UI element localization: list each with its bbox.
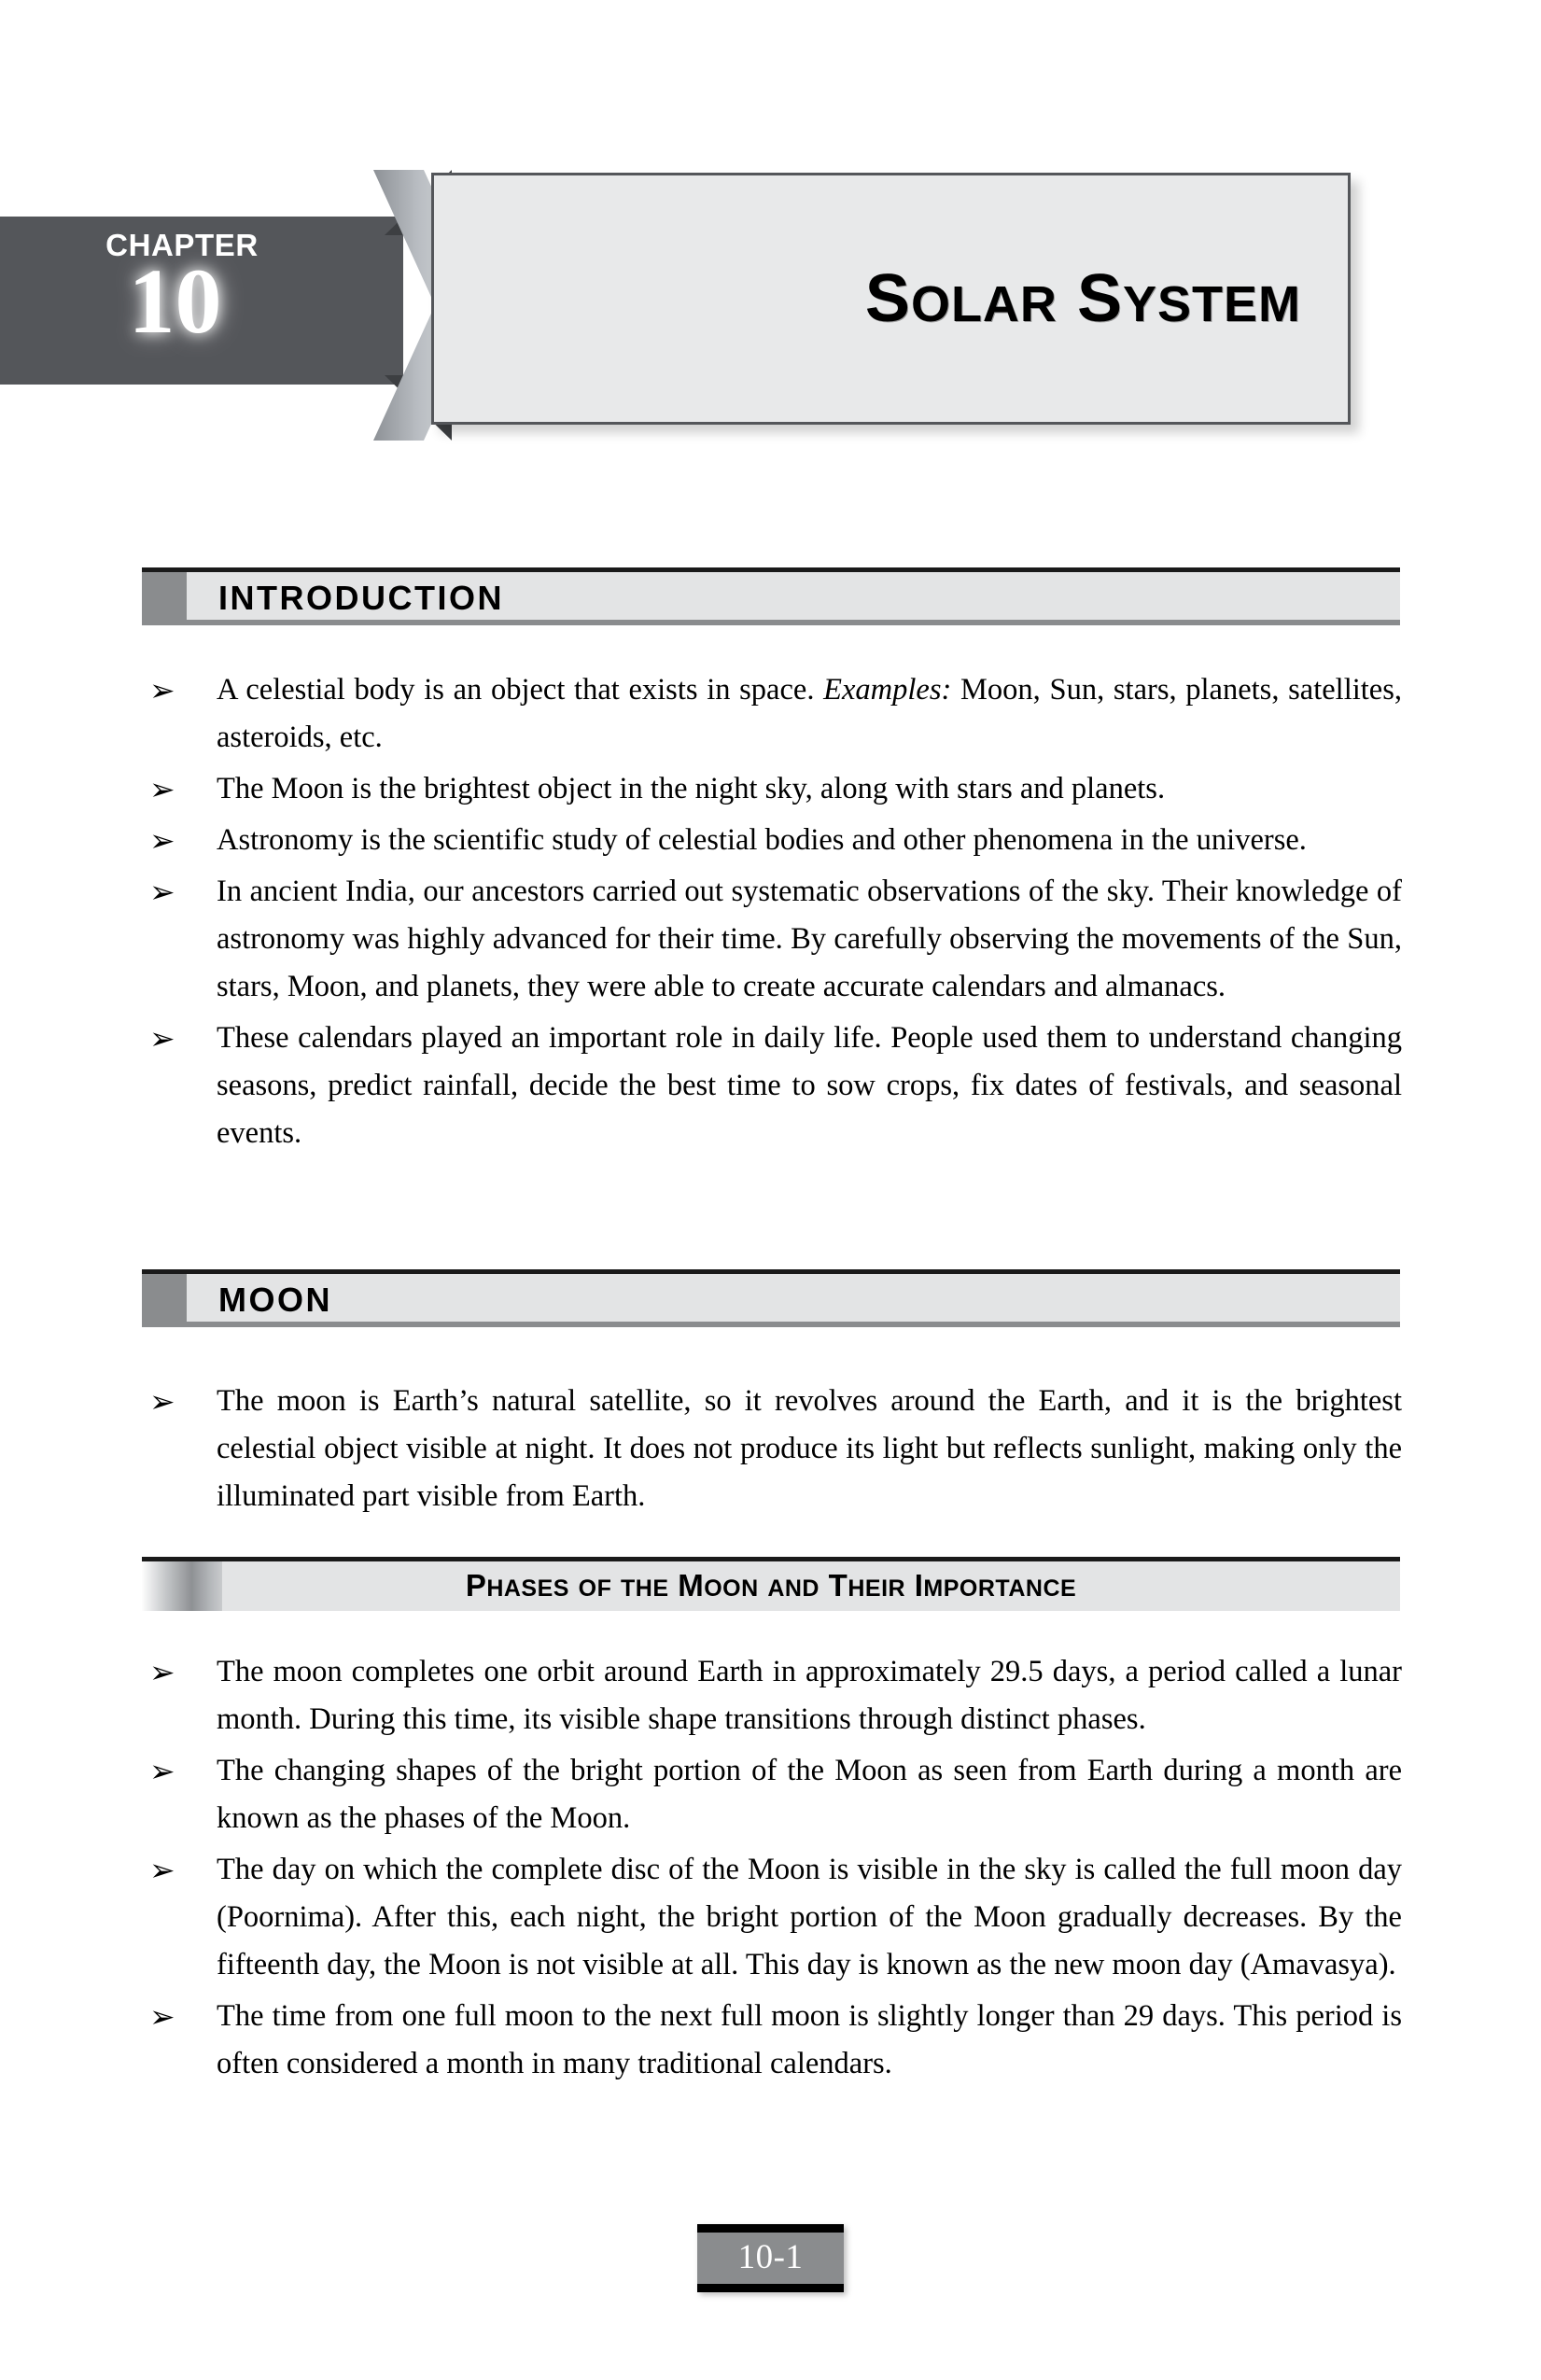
bullet-text: The moon is Earth’s natural satellite, so it revolves around the Earth, and it is the brightest celestial object visible at night. It does not produce its light but reflects sunlight, making only the illuminated part visible from Earth. xyxy=(217,1384,1402,1513)
bullet-list-moon xyxy=(142,1378,1402,1524)
bullet-item xyxy=(142,765,1402,813)
subsection-heading-smallcaps: THE xyxy=(621,1575,669,1602)
chapter-label: CHAPTER xyxy=(105,228,259,262)
title-rest-1: OLAR xyxy=(910,276,1058,332)
bullet-text: These calendars played an important role in daily life. People used them to understand changing seasons, predict rainfall, decide the best time to sow crops, fix dates of festivals, and seasonal events. xyxy=(217,1021,1402,1150)
section-heading-label: MOON xyxy=(218,1280,332,1319)
subsection-heading-smallcaps: OON xyxy=(704,1575,759,1602)
bullet-item xyxy=(142,1648,1402,1743)
bullet-arrow-icon: ➢ xyxy=(149,1020,175,1057)
bullet-arrow-icon: ➢ xyxy=(149,1998,175,2035)
bullet-list-introduction xyxy=(142,666,1402,1161)
bullet-arrow-icon: ➢ xyxy=(149,1753,175,1789)
subsection-heading-initial: T xyxy=(828,1567,848,1603)
section-heading-block xyxy=(142,572,187,625)
bullet-arrow-icon: ➢ xyxy=(149,1852,175,1888)
bullet-item xyxy=(142,1747,1402,1842)
bullet-text: The time from one full moon to the next full moon is slightly longer than 29 days. This period is often considered a month in many traditional calendars. xyxy=(217,1999,1402,2080)
subsection-heading-initial: M xyxy=(678,1567,705,1603)
bullet-text: The Moon is the brightest object in the night sky, along with stars and planets. xyxy=(217,772,1166,805)
bullet-item xyxy=(142,1993,1402,2088)
bullet-item xyxy=(142,1378,1402,1520)
bullet-text: The changing shapes of the bright portion of the Moon as seen from Earth during a month are known as the phases of the Moon. xyxy=(217,1754,1402,1835)
page-footer xyxy=(0,2224,1541,2292)
bullet-arrow-icon: ➢ xyxy=(149,771,175,807)
subsection-heading-label xyxy=(142,1568,1400,1603)
bullet-arrow-icon: ➢ xyxy=(149,822,175,859)
bullet-arrow-icon: ➢ xyxy=(149,672,175,708)
subsection-heading-smallcaps: OF xyxy=(578,1575,612,1602)
bullet-arrow-icon: ➢ xyxy=(149,1654,175,1690)
subsection-heading-smallcaps: MPORTANCE xyxy=(923,1575,1077,1602)
chapter-banner-dark-block xyxy=(0,217,403,385)
section-heading-introduction xyxy=(142,567,1400,625)
bullet-arrow-icon: ➢ xyxy=(149,1383,175,1420)
chapter-title-box xyxy=(431,173,1351,425)
subsection-heading-initial: I xyxy=(914,1567,924,1603)
page-number-badge: 10-1 xyxy=(697,2224,845,2292)
bullet-item xyxy=(142,817,1402,864)
bullet-arrow-icon: ➢ xyxy=(149,874,175,910)
section-heading-block xyxy=(142,1274,187,1327)
chapter-number: 10 xyxy=(128,249,222,353)
title-rest-2: YSTEM xyxy=(1122,276,1301,332)
bullet-text: In ancient India, our ancestors carried out systematic observations of the sky. Their knowledge of astronomy was highly advanced for their time. By carefully observing the movements of the Sun, stars, Moon, and planets, they were able to create accurate calendars and almanacs. xyxy=(217,875,1402,1003)
subsection-heading-smallcaps: HEIR xyxy=(848,1575,906,1602)
subsection-heading-smallcaps: AND xyxy=(767,1575,820,1602)
bullet-text: Astronomy is the scientific study of celestial bodies and other phenomena in the universe. xyxy=(217,823,1307,857)
subsection-heading-initial: P xyxy=(465,1567,487,1603)
bullet-text: The day on which the complete disc of the Moon is visible in the sky is called the full moon day (Poornima). After this, each night, the bright portion of the Moon gradually decreases. By the fifteenth day, the Moon is not visible at all. This day is known as the new moon day (Amavasya). xyxy=(217,1853,1402,1981)
subsection-heading-smallcaps: HASES xyxy=(486,1575,569,1602)
bullet-item xyxy=(142,666,1402,762)
bullet-item xyxy=(142,868,1402,1011)
bullet-item xyxy=(142,1015,1402,1157)
bullet-item xyxy=(142,1846,1402,1989)
section-heading-moon xyxy=(142,1269,1400,1327)
title-initial-2: S xyxy=(1076,261,1123,336)
chapter-title xyxy=(865,260,1301,337)
bullet-text: The moon completes one orbit around Earth in approximately 29.5 days, a period called a lunar month. During this time, its visible shape transitions through distinct phases. xyxy=(217,1655,1402,1736)
section-heading-label: INTRODUCTION xyxy=(218,578,504,617)
subsection-heading-phases-of-the-moon xyxy=(142,1557,1400,1611)
bullet-text: A celestial body is an object that exists in space. Examples: Moon, Sun, stars, planets, satellites, asteroids, etc. xyxy=(217,673,1402,754)
bullet-list-phases xyxy=(142,1648,1402,2092)
title-initial-1: S xyxy=(864,261,911,336)
